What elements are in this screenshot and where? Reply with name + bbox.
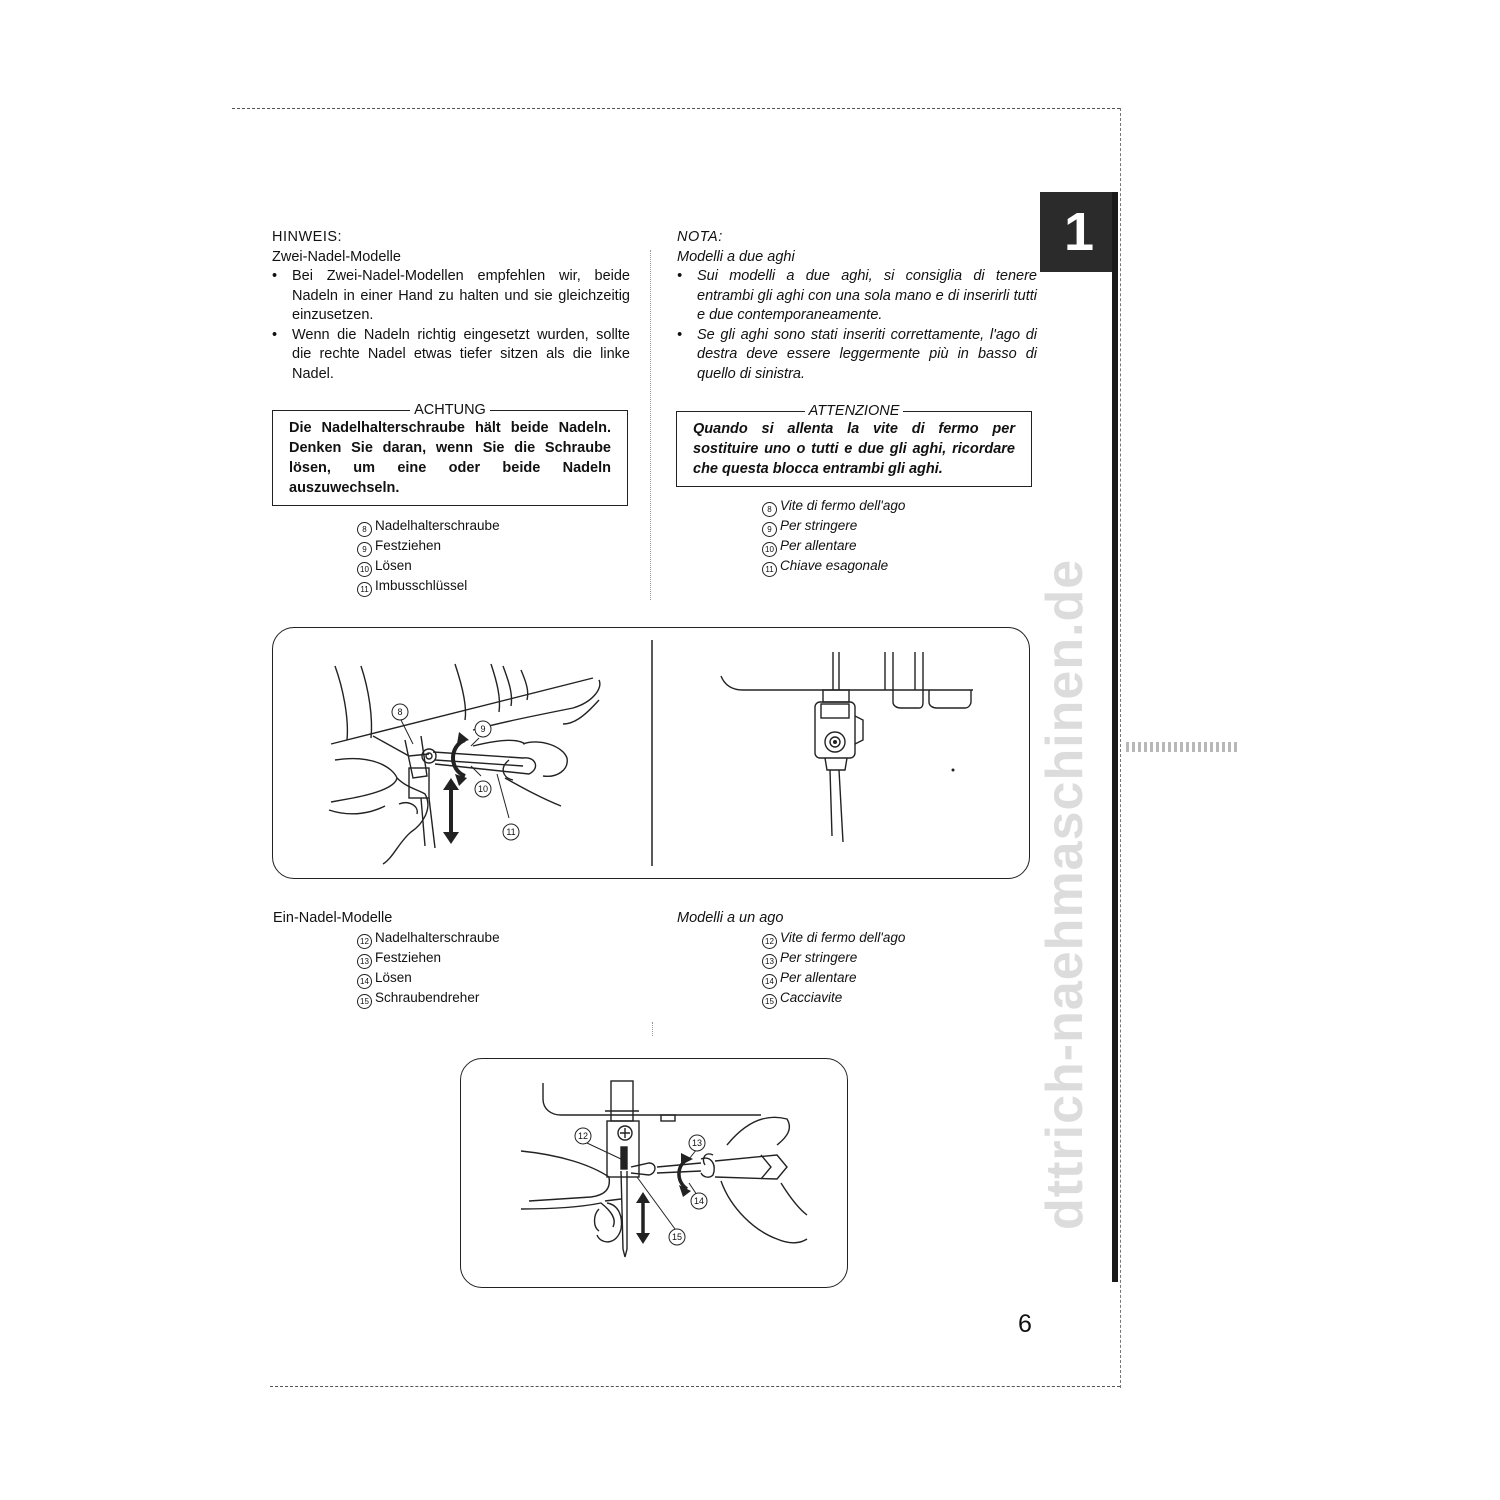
german-bullet-text: Wenn die Nadeln richtig eingesetzt wurden, sollte die rechte Nadel etwas tiefer sitzen als die linke Nadel. [292, 326, 630, 382]
callout-12: 12 [577, 1131, 589, 1141]
callout-8: 8 [397, 707, 403, 717]
legend-item: 9 Per stringere [762, 517, 905, 537]
legend-item: 15 Cacciavite [762, 989, 905, 1009]
callout-14: 14 [693, 1196, 705, 1206]
chapter-tab: 1 [1040, 192, 1118, 272]
italian-single-title: Modelli a un ago [677, 910, 784, 926]
italian-note-label: NOTA: [677, 229, 723, 245]
italian-bullet-text: Se gli aghi sono stati inseriti correttamente, l'ago di destra deve essere leggermente più in basso di quello di sinistra. [697, 326, 1037, 382]
callout-11: 11 [506, 827, 516, 837]
german-legend-twin [357, 517, 500, 597]
italian-subhead: Modelli a due aghi [677, 248, 795, 265]
legend-item: 15 Schraubendreher [357, 989, 500, 1009]
legend-item: 10 Lösen [357, 557, 500, 577]
scan-noise [1126, 742, 1238, 752]
german-bullet [272, 267, 630, 326]
german-note [272, 228, 630, 384]
italian-note [677, 228, 1037, 384]
bottom-rule [270, 1386, 1120, 1387]
italian-legend-single [762, 929, 905, 1009]
italian-legend-twin [762, 497, 905, 577]
single-needle-figure [460, 1058, 848, 1288]
legend-item: 11 Chiave esagonale [762, 557, 905, 577]
column-divider [650, 250, 651, 600]
german-note-label: HINWEIS: [272, 229, 343, 245]
callout-10: 10 [477, 784, 489, 794]
italian-caution-title: ATTENZIONE [805, 403, 904, 419]
legend-item: 14 Per allentare [762, 969, 905, 989]
watermark: dttrich-naehmaschinen.de [1036, 558, 1094, 1230]
german-caution-title: ACHTUNG [410, 402, 490, 418]
german-caution-box [272, 402, 628, 506]
twin-needle-figure [272, 627, 1030, 879]
german-legend-single [357, 929, 500, 1009]
german-caution-text: Die Nadelhalterschraube hält beide Nadeln. Denken Sie daran, wenn Sie die Schraube lösen, um eine oder beide Nadeln auszuwechseln. [289, 420, 611, 496]
callout-9: 9 [480, 724, 486, 734]
callout-15: 15 [671, 1232, 683, 1242]
german-subhead: Zwei-Nadel-Modelle [272, 248, 401, 265]
callout-13: 13 [691, 1138, 703, 1148]
bullet-dot: • [677, 326, 683, 343]
legend-item: 9 Festziehen [357, 537, 500, 557]
bullet-dot: • [272, 326, 278, 343]
legend-item: 12 Nadelhalterschraube [357, 929, 500, 949]
german-bullet [272, 326, 630, 385]
legend-item: 11 Imbusschlüssel [357, 577, 500, 597]
italian-bullet-text: Sui modelli a due aghi, si consiglia di tenere entrambi gli aghi con una sola mano e di inserirli tutti e due contemporaneamente. [697, 268, 1037, 323]
italian-bullet [677, 267, 1037, 326]
legend-item: 8 Vite di fermo dell'ago [762, 497, 905, 517]
legend-item: 13 Per stringere [762, 949, 905, 969]
legend-item: 14 Lösen [357, 969, 500, 989]
legend-item: 13 Festziehen [357, 949, 500, 969]
legend-item: 8 Nadelhalterschraube [357, 517, 500, 537]
german-bullet-text: Bei Zwei-Nadel-Modellen empfehlen wir, beide Nadeln in einer Hand zu halten und sie gleichzeitig einzusetzen. [292, 268, 630, 323]
italian-caution-box [676, 403, 1032, 487]
german-single-title: Ein-Nadel-Modelle [273, 910, 393, 926]
italian-bullet [677, 326, 1037, 385]
right-rule [1120, 108, 1121, 1388]
single-needle-illustration [461, 1059, 847, 1287]
italian-caution-text: Quando si allenta la vite di fermo per sostituire uno o tutti e due gli aghi, ricordare che questa blocca entrambi gli aghi. [693, 421, 1015, 477]
bullet-dot: • [272, 268, 278, 284]
legend-item: 12 Vite di fermo dell'ago [762, 929, 905, 949]
top-rule [232, 108, 1120, 109]
bullet-dot: • [677, 268, 683, 284]
chapter-bar [1112, 192, 1118, 1282]
column-divider-lower [652, 1022, 653, 1036]
legend-item: 10 Per allentare [762, 537, 905, 557]
twin-needle-illustration [273, 628, 1029, 878]
page-number: 6 [1018, 1310, 1032, 1338]
